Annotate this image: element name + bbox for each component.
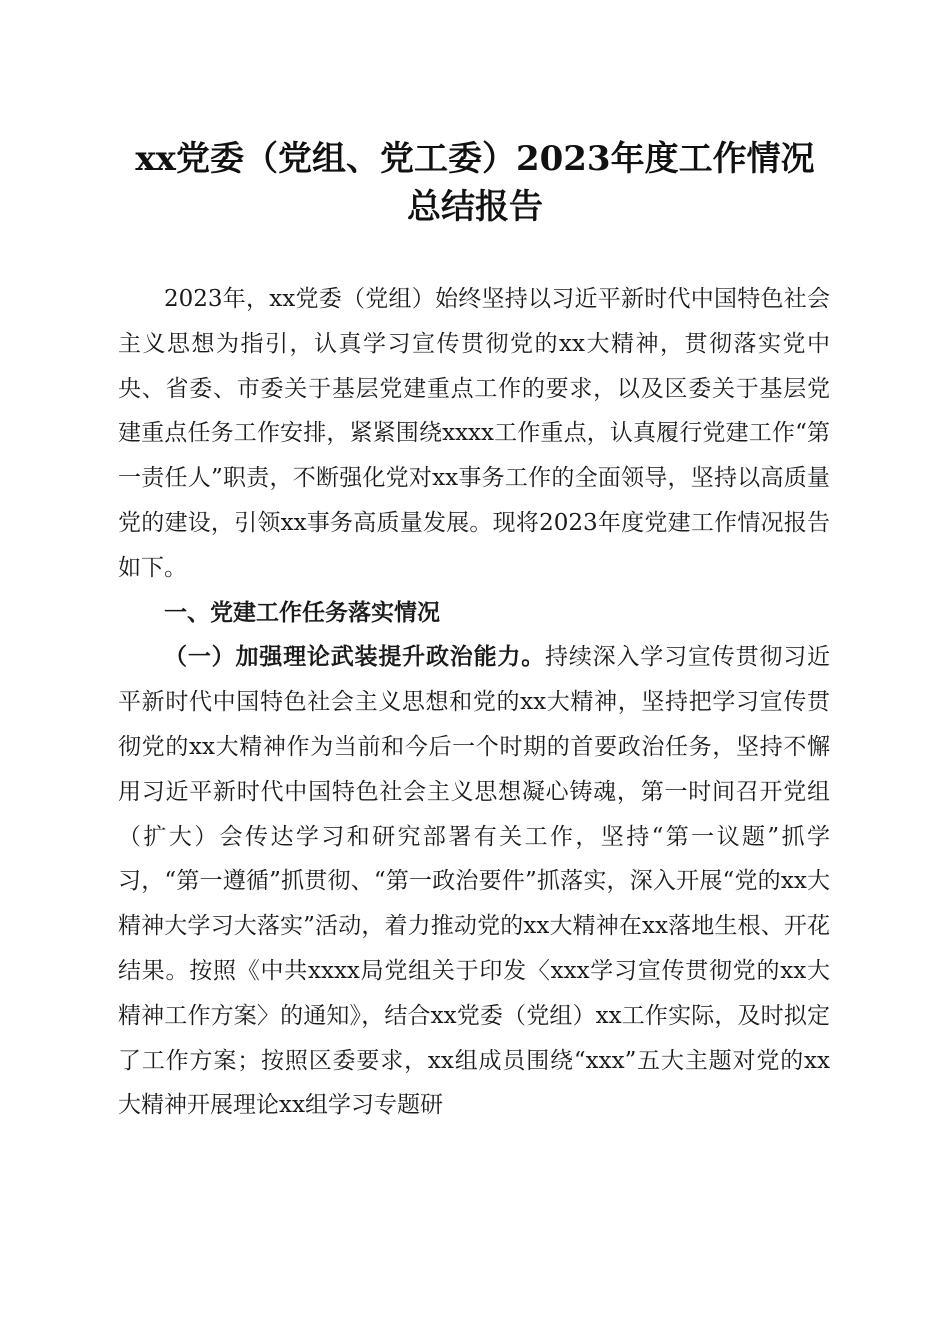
subsection1-heading: （一）加强理论武装提升政治能力。 xyxy=(164,643,546,671)
section1-heading: 一、党建工作任务落实情况 xyxy=(164,599,440,626)
intro-paragraph: 2023年，xx党委（党组）始终坚持以习近平新时代中国特色社会主义思想为指引，认真学习宣传贯彻党的xx大精神，贯彻落实党中央、省委、市委关于基层党建重点工作的要求，以及区委关于基层党建重点任务工作安排，紧紧围绕xxxx工作重点，认真履行党建工作“第一责任人”职责，不断强化党对xx事务工作的全面领导，坚持以高质量党的建设，引领xx事务高质量发展。现将2023年度党建工作情况报告如下。 xyxy=(118,286,830,581)
document-title-line2: 总结报告 xyxy=(407,187,543,227)
document-body xyxy=(118,277,830,1128)
subsection1-body: 持续深入学习宣传贯彻习近平新时代中国特色社会主义思想和党的xx大精神，坚持把学习宣传贯彻党的xx大精神作为当前和今后一个时期的首要政治任务，坚持不懈用习近平新时代中国特色社会主义思想凝心铸魂，第一时间召开党组（扩大）会传达学习和研究部署有关工作，坚持“第一议题”抓学习，“第一遵循”抓贯彻、“第一政治要件”抓落实，深入开展“党的xx大精神大学习大落实”活动，着力推动党的xx大精神在xx落地生根、开花结果。按照《中共xxxx局党组关于印发〈xxx学习宣传贯彻党的xx大精神工作方案〉的通知》，结合xx党委（党组）xx工作实际，及时拟定了工作方案；按照区委要求，xx组成员围绕“xxx”五大主题对党的xx大精神开展理论xx组学习专题研 xyxy=(118,644,831,1119)
subsection1-paragraph xyxy=(118,635,830,1128)
document-title-line1: xx党委（党组、党工委）2023年度工作情况 xyxy=(135,139,815,179)
